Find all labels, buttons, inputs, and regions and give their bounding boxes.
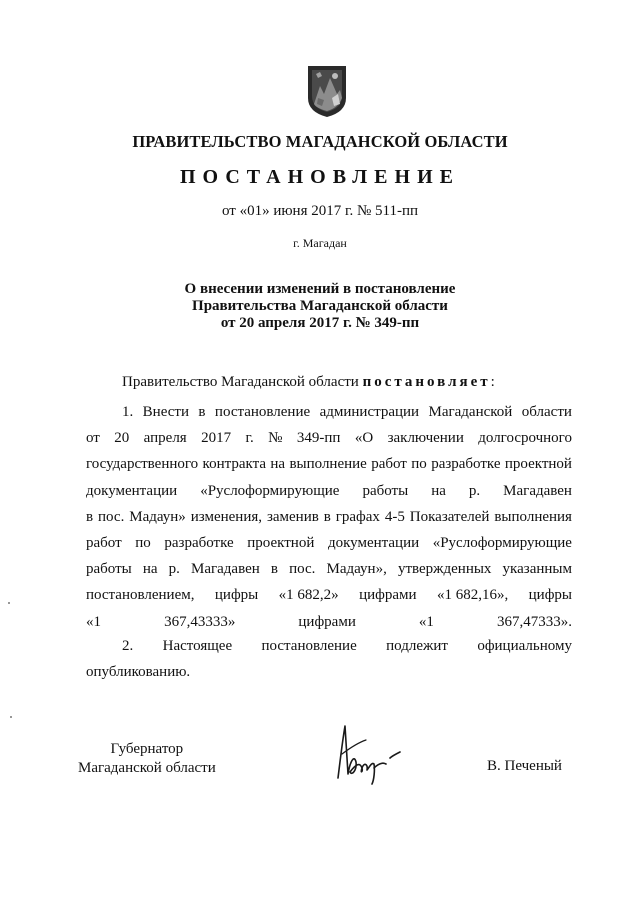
magadan-coat-of-arms-icon: [304, 64, 350, 118]
word: «О: [354, 430, 374, 447]
item-1-line: [86, 399, 572, 425]
word: 2017: [201, 430, 232, 447]
item-1-line: [86, 425, 572, 451]
word: в: [323, 508, 331, 525]
word: области: [521, 404, 572, 420]
word: Магадавен: [503, 482, 572, 499]
item-1-line: [86, 504, 572, 530]
word: р.: [168, 561, 180, 578]
word: подлежит: [386, 638, 448, 654]
word: документации: [327, 534, 420, 551]
item-1-line: [86, 451, 572, 477]
word: г.: [245, 430, 254, 447]
item-1-last-line: «1 367,43333» цифрами «1 367,47333».: [86, 613, 572, 630]
word: утвержденных: [397, 561, 492, 578]
word: в: [270, 561, 278, 578]
word: апреля: [143, 430, 187, 447]
word: контракта: [202, 456, 266, 473]
word: «1 682,2»: [278, 587, 339, 604]
document-type: ПОСТАНОВЛЕНИЕ: [180, 166, 460, 188]
word: по: [411, 456, 427, 473]
word: в: [86, 508, 94, 525]
item-1-line: [86, 556, 572, 582]
signatory-title-line: Губернатор: [110, 741, 184, 757]
word: Магаданской: [428, 404, 513, 420]
item-1-paragraph: [86, 399, 572, 635]
signatory-title-line: Магаданской области: [78, 760, 216, 776]
authority-title: ПРАВИТЕЛЬСТВО МАГАДАНСКОЙ ОБЛАСТИ: [132, 132, 508, 151]
word: пос.: [98, 508, 125, 525]
word: работ: [371, 456, 407, 473]
word: проектной: [504, 456, 572, 473]
word: работы: [362, 482, 409, 499]
word: по: [135, 534, 151, 551]
intro-paragraph: [86, 374, 572, 391]
signatory-title: [78, 740, 216, 778]
word: Внести: [142, 404, 189, 420]
word: заменив: [266, 508, 319, 525]
item-1-line: [86, 530, 572, 556]
scan-speck: [10, 716, 12, 718]
place-of-issue: г. Магадан: [293, 236, 347, 250]
intro-emphasis: постановляет: [362, 374, 491, 390]
intro-text: Правительство Магаданской области: [122, 374, 359, 390]
word: проектной: [247, 534, 315, 551]
subject-line: от 20 апреля 2017 г. № 349-пп: [220, 315, 420, 331]
word: заключении: [387, 430, 464, 447]
word: №: [268, 430, 283, 447]
item-2-last-line: опубликованию.: [86, 664, 191, 681]
subject-line: О внесении изменений в постановление: [184, 281, 456, 297]
word: Магадавен: [191, 561, 260, 578]
word: документации: [86, 482, 178, 499]
item-1-line: [86, 582, 572, 608]
word: указанным: [502, 561, 572, 578]
word: цифры: [214, 587, 259, 604]
word: «1 682,16»,: [436, 587, 509, 604]
word: р.: [468, 482, 481, 499]
word: работы: [86, 561, 132, 578]
word: администрации: [319, 404, 420, 420]
word: разработке: [431, 456, 501, 473]
word: Показателей: [409, 508, 490, 525]
word: разработке: [164, 534, 234, 551]
handwritten-signature-icon: [330, 718, 406, 786]
word: постановление: [214, 404, 311, 420]
word: «Руслоформирующие: [432, 534, 572, 551]
word: постановлением,: [86, 587, 195, 604]
document-subject: [0, 281, 640, 332]
word: долгосрочного: [478, 430, 572, 447]
word: в: [198, 404, 206, 420]
word: выполнение: [289, 456, 367, 473]
item-2-paragraph: [86, 633, 572, 685]
signatory-name: В. Печеный: [487, 758, 562, 774]
scan-speck: [8, 602, 10, 604]
word: работ: [86, 534, 122, 551]
word: официальному: [477, 638, 572, 654]
intro-colon: :: [490, 374, 495, 390]
word: 349-пп: [296, 430, 341, 447]
word: Настоящее: [162, 638, 233, 654]
word: 20: [114, 430, 130, 447]
word: постановление: [261, 638, 357, 654]
word: 1.: [122, 404, 134, 420]
word: Мадаун»: [129, 508, 186, 525]
word: цифрами: [359, 587, 417, 604]
word: на: [270, 456, 286, 473]
word: выполнения: [494, 508, 572, 525]
item-2-line: [86, 633, 572, 659]
word: на: [142, 561, 158, 578]
word: пос.: [289, 561, 316, 578]
subject-line: Правительства Магаданской области: [192, 298, 448, 314]
date-number-line: от «01» июня 2017 г. № 511-пп: [221, 203, 419, 219]
word: Мадаун»,: [326, 561, 387, 578]
word: от: [86, 430, 100, 447]
word: графах: [335, 508, 380, 525]
word: «Руслоформирующие: [200, 482, 340, 499]
word: 2.: [122, 638, 134, 654]
item-1-line: [86, 478, 572, 504]
word: государственного: [86, 456, 199, 473]
word: цифры: [528, 587, 572, 604]
word: на: [431, 482, 446, 499]
word: 4-5: [384, 508, 405, 525]
word: изменения,: [190, 508, 263, 525]
